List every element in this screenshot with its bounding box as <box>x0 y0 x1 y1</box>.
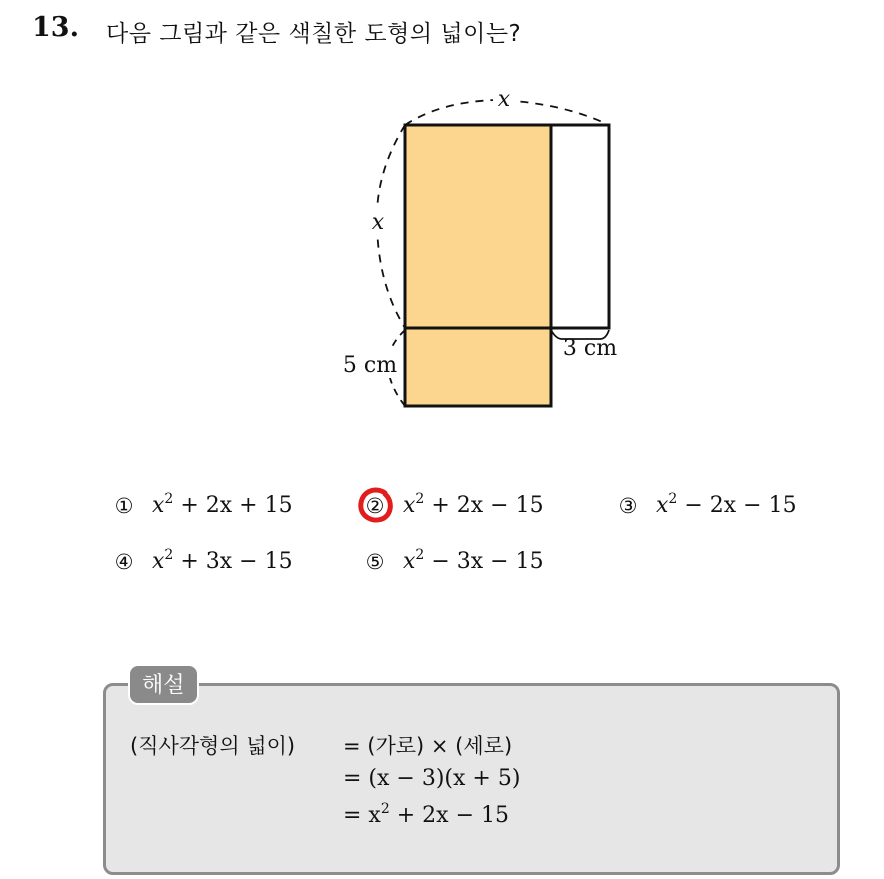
choice-expression: $x^2 - 2x - 15$ <box>656 491 797 518</box>
solution-line-2: = (x − 3)(x + 5) <box>343 766 521 791</box>
top-label: x <box>497 87 511 112</box>
bottom-left-label: 5 cm <box>342 353 398 378</box>
choice-2[interactable] <box>363 493 544 518</box>
choice-expression: $x^2 + 2x - 15$ <box>403 491 544 518</box>
question-text: 다음 그림과 같은 색칠한 도형의 넓이는? <box>106 21 522 47</box>
choice-3[interactable] <box>616 493 797 518</box>
choice-1[interactable] <box>112 493 293 518</box>
choice-4[interactable] <box>112 549 293 574</box>
choice-expression: $x^2 + 3x - 15$ <box>152 547 293 574</box>
choice-number: ③ <box>618 493 638 518</box>
choice-number: ② <box>365 493 385 518</box>
right-label: 3 cm <box>562 336 618 361</box>
solution-line-1-left: (직사각형의 넓이) <box>130 734 296 758</box>
choice-expression: $x^2 - 3x - 15$ <box>403 547 544 574</box>
left-label: x <box>371 210 385 235</box>
shaded-region <box>405 125 551 406</box>
rectangle-figure <box>330 84 650 424</box>
solution-line-1-right: = (가로) × (세로) <box>343 734 513 758</box>
solution-tag: 해설 <box>128 664 199 705</box>
choice-number: ⑤ <box>365 549 385 574</box>
question-number: 13. <box>32 12 79 43</box>
choice-5[interactable] <box>363 549 544 574</box>
solution-line-3: = $x^2 + 2x - 15$ <box>343 801 510 828</box>
choice-number: ① <box>114 493 134 518</box>
choice-expression: $x^2 + 2x + 15$ <box>152 491 293 518</box>
choice-number: ④ <box>114 549 134 574</box>
solution-line-1 <box>130 730 295 760</box>
